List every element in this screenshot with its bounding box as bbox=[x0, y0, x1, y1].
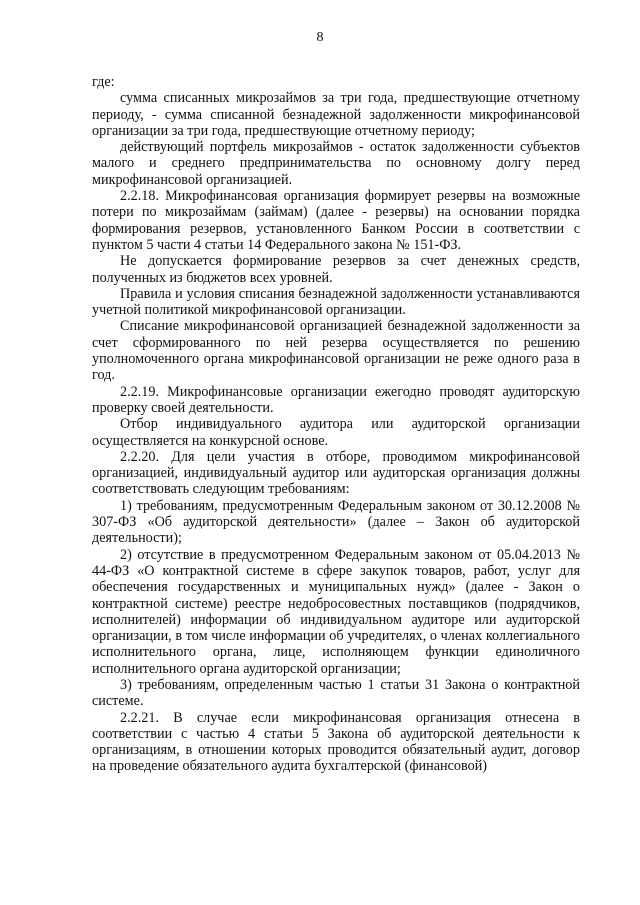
paragraph: 2.2.19. Микрофинансовые организации ежегодно проводят аудиторскую проверку своей деятельности. bbox=[92, 383, 580, 416]
document-body bbox=[92, 74, 580, 775]
paragraph: Правила и условия списания безнадежной задолженности устанавливаются учетной политикой микрофинансовой организации. bbox=[92, 285, 580, 319]
paragraph: сумма списанных микрозаймов за три года, предшествующие отчетному периоду, - сумма списанной безнадежной задолженности микрофинансовой организации за три года, предшествующие отчетному периоду; bbox=[92, 90, 580, 139]
paragraph: где: bbox=[92, 74, 115, 90]
paragraph: 2.2.21. В случае если микрофинансовая организация отнесена в соответствии с частью 4 статьи 5 Закона об аудиторской деятельности к организациям, в отношении которых проводится обязательный аудит, договор на проведение обязательного аудита бухгалтерской (финансовой) bbox=[92, 709, 580, 775]
paragraph: 2) отсутствие в предусмотренном Федеральным законом от 05.04.2013 № 44-ФЗ «О контрактной системе в сфере закупок товаров, работ, услуг для обеспечения государственных и муниципальных нужд» (далее - Закон о контрактной системе) реестре недобросовестных поставщиков (подрядчиков, исполнителей) информации об индивидуальном аудиторе или аудиторской организации, в том числе информации об учредителях, о членах коллегиального исполнительного органа, лице, исполняющем функции единоличного исполнительного органа аудиторской организации; bbox=[92, 546, 580, 677]
paragraph: Списание микрофинансовой организацией безнадежной задолженности за счет сформированного по ней резерва осуществляется по решению уполномоченного органа микрофинансовой организации не реже одного раза в год. bbox=[92, 318, 580, 384]
paragraph: действующий портфель микрозаймов - остаток задолженности субъектов малого и среднего предпринимательства по основному долгу перед микрофинансовой организацией. bbox=[92, 139, 580, 188]
paragraph: Отбор индивидуального аудитора или аудиторской организации осуществляется на конкурсной основе. bbox=[92, 416, 580, 449]
paragraph: 1) требованиям, предусмотренным Федеральным законом от 30.12.2008 № 307-ФЗ «Об аудиторской деятельности» (далее – Закон об аудиторской деятельности); bbox=[92, 497, 580, 547]
paragraph: Не допускается формирование резервов за счет денежных средств, полученных из бюджетов всех уровней. bbox=[92, 253, 580, 286]
page-number: 8 bbox=[316, 30, 324, 45]
paragraph: 2.2.20. Для цели участия в отборе, проводимом микрофинансовой организацией, индивидуальный аудитор или аудиторская организация должны соответствовать следующим требованиям: bbox=[92, 448, 580, 498]
paragraph: 2.2.18. Микрофинансовая организация формирует резервы на возможные потери по микрозаймам (займам) (далее - резервы) на основании порядка формирования резервов, установленного Банком России в соответствии с пунктом 5 части 4 статьи 14 Федерального закона № 151-ФЗ. bbox=[92, 188, 580, 253]
paragraph: 3) требованиям, определенным частью 1 статьи 31 Закона о контрактной системе. bbox=[92, 676, 580, 710]
